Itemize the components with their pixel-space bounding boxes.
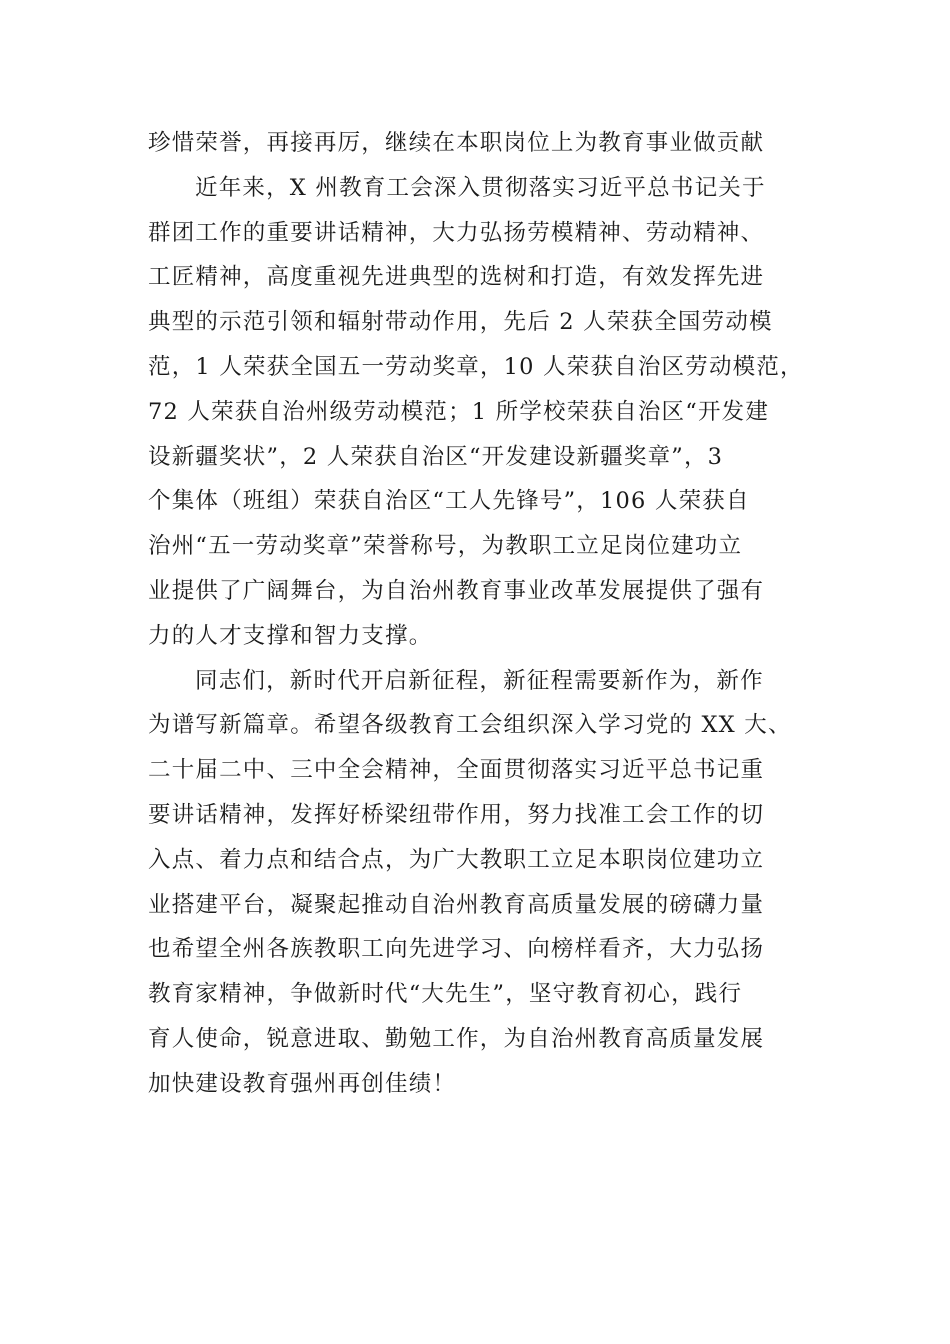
document-body: [148, 121, 848, 1107]
paragraph-line: 业提供了广阔舞台，为自治州教育事业改革发展提供了强有: [148, 577, 765, 604]
paragraph-line: 72 人荣获自治州级劳动模范；1 所学校荣获自治区“开发建: [148, 398, 770, 425]
paragraph-line: 力的人才支撑和智力支撑。: [148, 622, 433, 649]
paragraph-line: 范，1 人荣获全国五一劳动奖章，10 人荣获自治区劳动模范，: [148, 353, 804, 380]
paragraph-line: 工匠精神，高度重视先进典型的选树和打造，有效发挥先进: [148, 264, 765, 291]
paragraph-line: 育人使命，锐意进取、勤勉工作，为自治州教育高质量发展: [148, 1025, 765, 1052]
paragraph-line: 为谱写新篇章。希望各级教育工会组织深入学习党的 XX 大、: [148, 712, 792, 739]
paragraph-line: 同志们，新时代开启新征程，新征程需要新作为，新作: [195, 667, 764, 694]
paragraph-line: 个集体（班组）荣获自治区“工人先锋号”，106 人荣获自: [148, 488, 750, 515]
paragraph-line: 入点、着力点和结合点，为广大教职工立足本职岗位建功立: [148, 846, 765, 873]
paragraph-line: 加快建设教育强州再创佳绩！: [148, 1070, 457, 1097]
paragraph-line: 业搭建平台，凝聚起推动自治州教育高质量发展的磅礴力量: [148, 891, 765, 918]
paragraph-line: 群团工作的重要讲话精神，大力弘扬劳模精神、劳动精神、: [148, 219, 765, 246]
paragraph-line: 教育家精神，争做新时代“大先生”，坚守教育初心，践行: [148, 981, 743, 1008]
section-heading-line: 珍惜荣誉，再接再厉，继续在本职岗位上为教育事业做贡献: [148, 130, 765, 156]
paragraph-line: 要讲话精神，发挥好桥梁纽带作用，努力找准工会工作的切: [148, 801, 765, 828]
paragraph-line: 设新疆奖状”，2 人荣获自治区“开发建设新疆奖章”，3: [148, 443, 724, 470]
paragraph-line: 治州“五一劳动奖章”荣誉称号，为教职工立足岗位建功立: [148, 533, 743, 560]
paragraph-line: 二十届二中、三中全会精神，全面贯彻落实习近平总书记重: [148, 757, 765, 784]
paragraph-line: 典型的示范引领和辐射带动作用，先后 2 人荣获全国劳动模: [148, 309, 773, 336]
paragraph-line: 也希望全州各族教职工向先进学习、向榜样看齐，大力弘扬: [148, 936, 765, 963]
paragraph-line: 近年来，X 州教育工会深入贯彻落实习近平总书记关于: [195, 174, 766, 201]
